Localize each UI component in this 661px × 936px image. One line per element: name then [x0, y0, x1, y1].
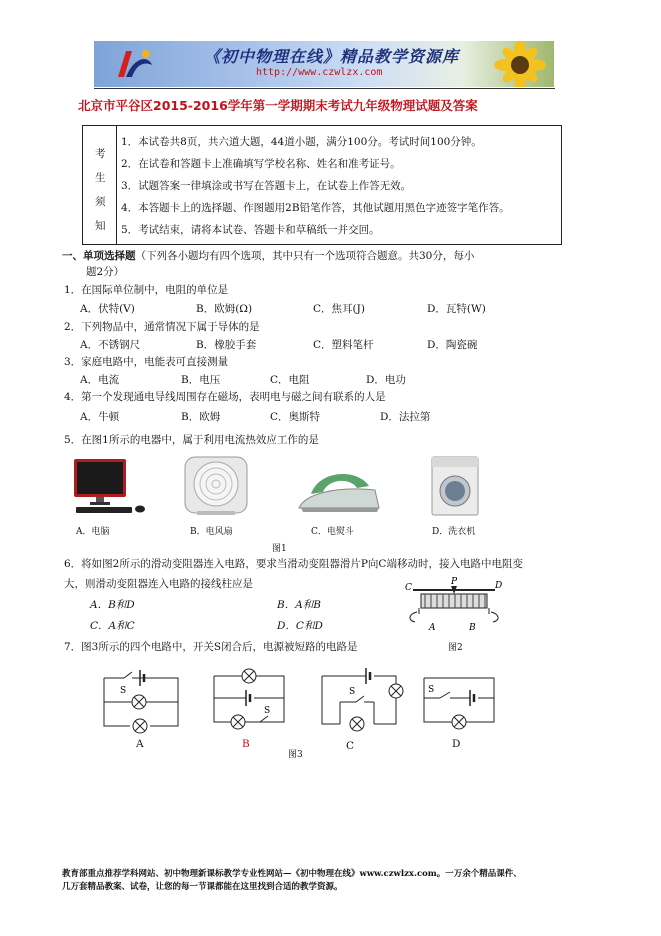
q4-option: A．牛顿	[80, 411, 120, 423]
q4-option: D．法拉第	[380, 411, 431, 423]
site-logo	[112, 47, 154, 81]
q6-stem-cont: 大，则滑动变阻器连入电路的接线柱应是	[64, 578, 253, 590]
page-footer	[62, 868, 522, 894]
figure-1-label: 图1	[272, 544, 287, 554]
figure-2-label: 图2	[448, 643, 463, 653]
switch-s-label: S	[349, 687, 356, 697]
sunflower-icon	[482, 41, 552, 87]
q6-option: D．C和D	[277, 620, 323, 632]
q2-option: A．不锈钢尺	[80, 339, 141, 351]
q3-option: D．电功	[366, 374, 406, 386]
rheostat-b-label: B	[469, 623, 476, 633]
q3-option: A．电流	[80, 374, 120, 386]
footer-line: 几万套精品教案、试卷，让您的每一节课都能在这里找到合适的教学资源。	[62, 882, 343, 892]
q3-option: C．电阻	[270, 374, 310, 386]
q2-option: B．橡胶手套	[196, 339, 257, 351]
note-item: 3．试题答案一律填涂或书写在答题卡上，在试卷上作答无效。	[121, 180, 412, 192]
q1-option: A．伏特(V)	[80, 303, 135, 315]
header-rule	[94, 88, 555, 89]
computer-image	[68, 457, 152, 517]
switch-s-label: S	[264, 706, 271, 716]
section-desc: （下列各小题均有四个选项，其中只有一个选项符合题意。共30分，每小	[135, 250, 475, 262]
q5-caption: A．电脑	[76, 527, 110, 537]
q5-caption: C．电熨斗	[311, 527, 354, 537]
section-title: 一、单项选择题	[62, 250, 136, 262]
circuit-c-diagram	[318, 664, 408, 738]
section-heading	[62, 250, 474, 263]
note-item: 2．在试卷和答题卡上准确填写学校名称、姓名和准考证号。	[121, 158, 401, 170]
q6-option: C．A和C	[90, 620, 135, 632]
q1-option: C．焦耳(J)	[313, 303, 365, 315]
q4-stem: 4．第一个发现通电导线周围存在磁场，表明电与磁之间有联系的人是	[64, 391, 386, 403]
rheostat-c-label: C	[405, 583, 412, 593]
q2-stem: 2．下列物品中，通常情况下属于导体的是	[64, 321, 260, 333]
electric-iron-image	[295, 464, 383, 514]
switch-s-label: S	[120, 686, 127, 696]
q1-option: D．瓦特(W)	[427, 303, 486, 315]
header-banner	[94, 41, 554, 87]
side-char: 考	[95, 148, 106, 160]
note-item: 1．本试卷共8页，共六道大题，44道小题，满分100分。考试时间100分钟。	[121, 136, 482, 148]
q6-stem: 6．将如图2所示的滑动变阻器连入电路，要求当滑动变阻器滑片P向C端移动时，接入电路中电阻变	[64, 558, 523, 570]
q6-option: A．B和D	[90, 599, 135, 611]
circuit-b-diagram	[210, 666, 288, 736]
q4-option: B．欧姆	[181, 411, 221, 423]
side-char: 须	[95, 196, 106, 208]
q1-option: B．欧姆(Ω)	[196, 303, 253, 315]
q3-option: B．电压	[181, 374, 221, 386]
rheostat-d-label: D	[495, 581, 503, 591]
circuit-label: B	[242, 738, 250, 750]
q7-stem: 7．图3所示的四个电路中，开关S闭合后，电源被短路的电路是	[64, 641, 358, 653]
switch-s-label: S	[428, 685, 435, 695]
side-char: 生	[95, 172, 106, 184]
q2-option: D．陶瓷碗	[427, 339, 478, 351]
electric-fan-image	[183, 455, 249, 517]
q5-stem: 5．在图1所示的电器中，属于利用电流热效应工作的是	[64, 434, 319, 446]
exam-notes-box	[82, 125, 562, 245]
circuit-label: C	[346, 740, 355, 752]
circuit-label: A	[136, 738, 144, 750]
circuit-label: D	[452, 738, 461, 750]
q2-option: C．塑料笔杆	[313, 339, 374, 351]
figure-3-label: 图3	[288, 750, 303, 760]
rheostat-p-label: P	[451, 577, 458, 587]
q5-caption: D．洗衣机	[432, 527, 476, 537]
note-item: 5．考试结束，请将本试卷、答题卡和草稿纸一并交回。	[121, 224, 380, 236]
q6-option: B．A和B	[277, 599, 322, 611]
rheostat-diagram	[403, 578, 503, 634]
section-desc-cont: 题2分）	[86, 266, 125, 278]
q4-option: C．奥斯特	[270, 411, 321, 423]
banner-title: 《初中物理在线》精品教学资源库	[204, 47, 460, 66]
circuit-d-diagram	[420, 666, 500, 736]
q5-caption: B．电风扇	[190, 527, 233, 537]
circuit-a-diagram	[100, 662, 182, 737]
footer-line: 教育部重点推荐学科网站、初中物理新课标教学专业性网站—《初中物理在线》www.czwlzx.com。一万余个精品课件、	[62, 869, 522, 879]
washing-machine-image	[430, 455, 480, 517]
q1-stem: 1．在国际单位制中，电阻的单位是	[64, 284, 229, 296]
rheostat-a-label: A	[429, 623, 436, 633]
side-char: 知	[95, 220, 106, 232]
notes-list	[121, 134, 510, 244]
banner-url: http://www.czwlzx.com	[256, 67, 383, 78]
notes-side-label	[83, 126, 117, 244]
q3-stem: 3．家庭电路中，电能表可直接测量	[64, 356, 229, 368]
note-item: 4．本答题卡上的选择题、作图题用2B铅笔作答，其他试题用黑色字迹签字笔作答。	[121, 202, 510, 214]
document-title: 北京市平谷区2015-2016学年第一学期期末考试九年级物理试题及答案	[78, 98, 478, 113]
